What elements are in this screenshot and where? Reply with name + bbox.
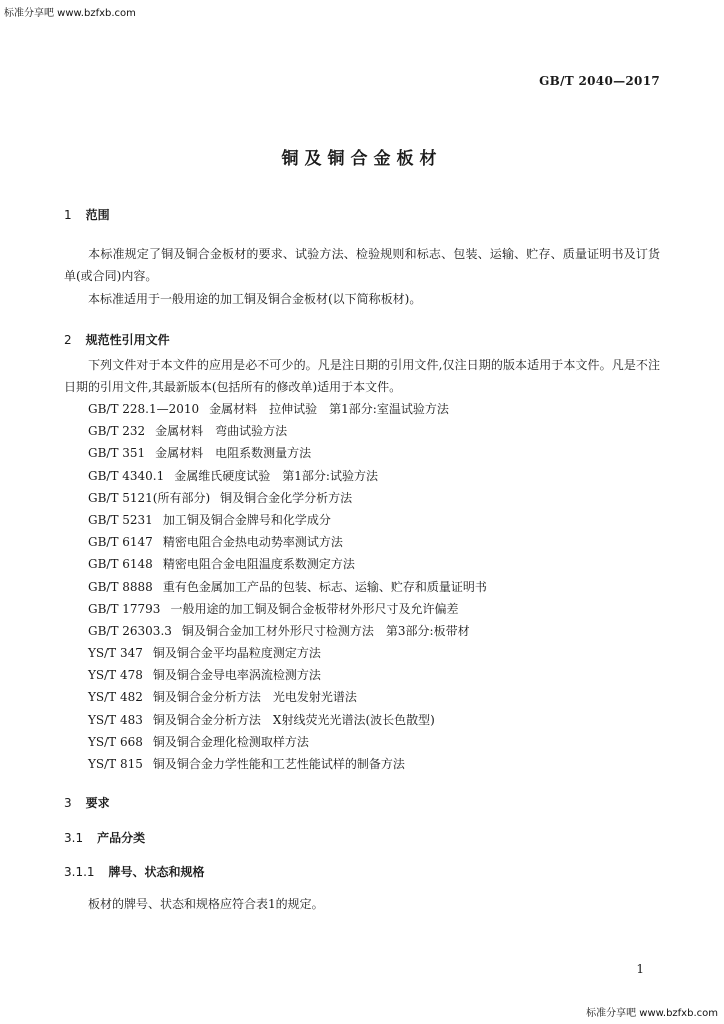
reference-item — [88, 465, 487, 487]
standard-code: GB/T 2040—2017 — [539, 74, 660, 88]
reference-title: 铜及铜合金导电率涡流检测方法 — [152, 668, 321, 683]
section-2-intro — [64, 354, 660, 398]
reference-item — [88, 686, 487, 708]
reference-title: 加工铜及铜合金牌号和化学成分 — [162, 512, 331, 527]
reference-title: 金属维氏硬度试验 第1部分:试验方法 — [174, 468, 378, 483]
section-3-heading — [64, 794, 110, 811]
watermark-top: 标准分享吧 www.bzfxb.com — [4, 8, 136, 19]
reference-title: 铜及铜合金理化检测取样方法 — [152, 734, 309, 749]
reference-item — [88, 709, 487, 731]
document-title: 铜及铜合金板材 — [281, 149, 443, 169]
reference-item — [88, 620, 487, 642]
section-3-1-1-heading — [64, 863, 205, 880]
reference-title: 金属材料 拉伸试验 第1部分:室温试验方法 — [209, 402, 449, 416]
section-3-number: 3 — [64, 796, 72, 810]
reference-item — [88, 531, 487, 553]
reference-title: 一般用途的加工铜及铜合金板带材外形尺寸及允许偏差 — [170, 601, 459, 616]
reference-title: 金属材料 弯曲试验方法 — [155, 424, 288, 439]
section-3-1-1-number: 3.1.1 — [64, 865, 95, 879]
section-1-number: 1 — [64, 208, 72, 222]
reference-code: YS/T 482 — [88, 690, 143, 705]
normative-reference-list — [88, 398, 487, 775]
reference-title: 金属材料 电阻系数测量方法 — [155, 446, 312, 461]
section-3-1-1-para — [64, 893, 660, 915]
reference-title: 铜及铜合金平均晶粒度测定方法 — [152, 646, 321, 661]
reference-title: 铜及铜合金化学分析方法 — [220, 490, 353, 505]
section-1-para-1 — [64, 243, 660, 287]
reference-code: GB/T 351 — [88, 446, 146, 461]
reference-title: 铜及铜合金分析方法 X射线荧光光谱法(波长色散型) — [152, 712, 435, 727]
section-2-title: 规范性引用文件 — [85, 333, 170, 347]
section-1-heading — [64, 206, 110, 223]
section-3-1-1-title: 牌号、状态和规格 — [108, 865, 205, 879]
reference-code: YS/T 815 — [88, 757, 143, 771]
reference-item — [88, 642, 487, 664]
section-3-1-title: 产品分类 — [97, 831, 146, 845]
section-3-1-1-para-text: 板材的牌号、状态和规格应符合表1的规定。 — [88, 897, 324, 911]
reference-code: YS/T 347 — [88, 646, 143, 661]
section-3-1-number: 3.1 — [64, 831, 84, 845]
reference-title: 铜及铜合金加工材外形尺寸检测方法 第3部分:板带材 — [181, 623, 470, 638]
watermark-bottom: 标准分享吧 www.bzfxb.com — [586, 1008, 718, 1019]
section-1-title: 范围 — [85, 208, 110, 222]
reference-item — [88, 487, 487, 509]
reference-item — [88, 731, 487, 753]
reference-title: 铜及铜合金力学性能和工艺性能试样的制备方法 — [152, 757, 405, 771]
reference-code: GB/T 5121(所有部分) — [88, 490, 211, 505]
reference-title: 重有色金属加工产品的包装、标志、运输、贮存和质量证明书 — [162, 579, 487, 594]
reference-title: 铜及铜合金分析方法 光电发射光谱法 — [152, 690, 357, 705]
reference-code: GB/T 232 — [88, 424, 146, 439]
reference-code: GB/T 6147 — [88, 535, 153, 550]
reference-code: YS/T 478 — [88, 668, 143, 683]
page-number: 1 — [636, 962, 644, 976]
section-1-para-2 — [64, 288, 660, 310]
reference-item — [88, 442, 487, 464]
reference-item — [88, 598, 487, 620]
reference-code: GB/T 228.1—2010 — [88, 402, 200, 416]
reference-item — [88, 553, 487, 575]
reference-code: GB/T 17793 — [88, 601, 161, 616]
section-2-heading — [64, 331, 170, 348]
section-3-1-heading — [64, 829, 145, 846]
reference-item — [88, 753, 487, 775]
reference-item — [88, 576, 487, 598]
reference-item — [88, 664, 487, 686]
reference-code: GB/T 5231 — [88, 512, 153, 527]
reference-code: GB/T 26303.3 — [88, 623, 172, 638]
reference-code: YS/T 668 — [88, 734, 143, 749]
reference-code: YS/T 483 — [88, 712, 143, 727]
reference-title: 精密电阻合金电阻温度系数测定方法 — [162, 557, 355, 572]
reference-item — [88, 420, 487, 442]
reference-code: GB/T 6148 — [88, 557, 153, 572]
reference-item — [88, 509, 487, 531]
section-2-number: 2 — [64, 333, 72, 347]
section-3-title: 要求 — [85, 796, 110, 810]
section-2-intro-text: 下列文件对于本文件的应用是必不可少的。凡是注日期的引用文件,仅注日期的版本适用于本文件。凡是不注日期的引用文件,其最新版本(包括所有的修改单)适用于本文件。 — [64, 358, 660, 394]
section-1-para-1-text: 本标准规定了铜及铜合金板材的要求、试验方法、检验规则和标志、包装、运输、贮存、质量证明书及订货单(或合同)内容。 — [64, 247, 660, 283]
reference-code: GB/T 8888 — [88, 579, 153, 594]
section-1-para-2-text: 本标准适用于一般用途的加工铜及铜合金板材(以下简称板材)。 — [88, 292, 422, 306]
reference-title: 精密电阻合金热电动势率测试方法 — [162, 535, 343, 550]
reference-item — [88, 398, 487, 420]
reference-code: GB/T 4340.1 — [88, 468, 165, 483]
